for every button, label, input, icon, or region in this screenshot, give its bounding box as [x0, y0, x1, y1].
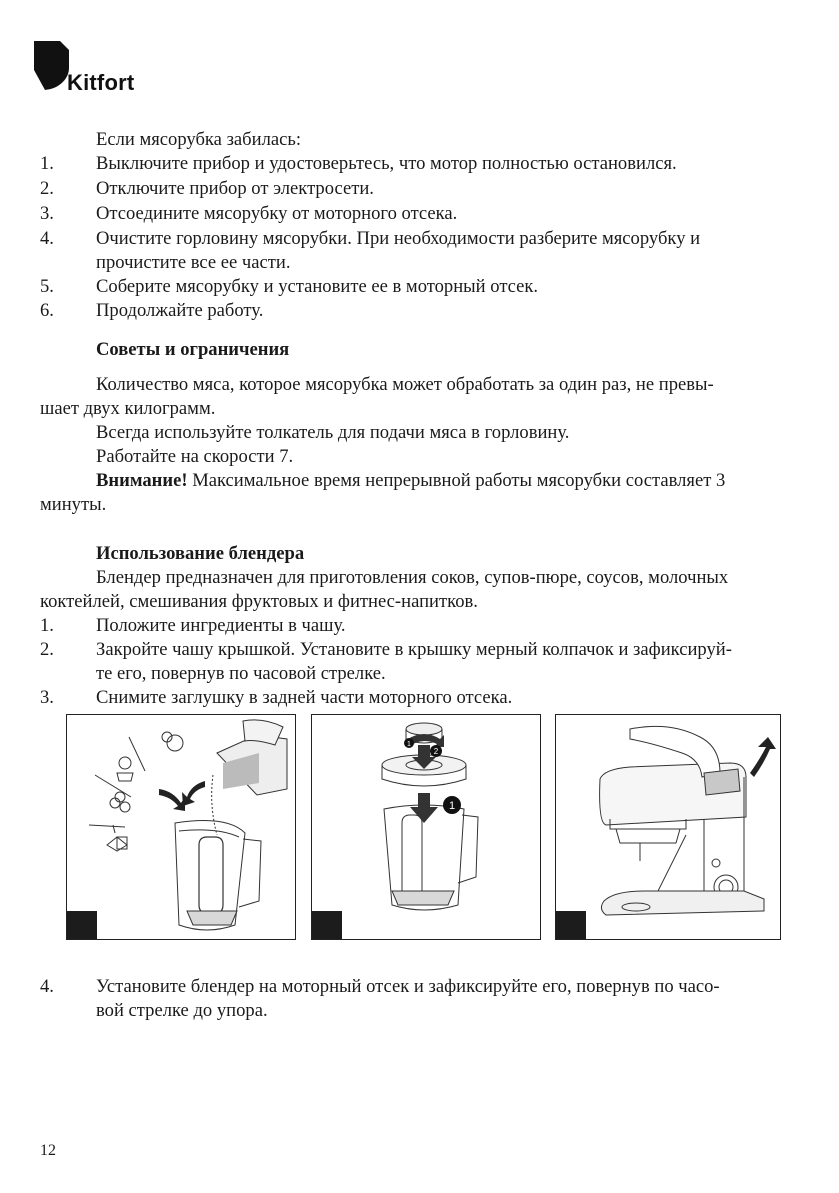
clog-intro: Если мясорубка забилась: [96, 129, 302, 150]
list-item: Очистите горловину мясорубки. При необходимости разберите мясорубку и [96, 228, 701, 249]
list-item: Отсоедините мясорубку от моторного отсека. [96, 203, 458, 224]
figure-marker-2: 2 [433, 747, 439, 756]
list-item: Установите блендер на моторный отсек и зафиксируйте его, повернув по часо- [96, 976, 720, 997]
paragraph: Количество мяса, которое мясорубка может обработать за один раз, не превы- [96, 374, 714, 395]
paragraph: Всегда используйте толкатель для подачи мяса в горловину. [96, 422, 570, 443]
ingredients-illustration-icon [67, 715, 296, 940]
list-item: Выключите прибор и удостоверьтесь, что мотор полностью остановился. [96, 153, 677, 174]
list-item: Соберите мясорубку и установите ее в моторный отсек. [96, 276, 539, 297]
step-number: 1. [40, 615, 54, 636]
list-item: Снимите заглушку в задней части моторного отсека. [96, 687, 513, 708]
step-number: 3. [40, 687, 54, 708]
list-item: Закройте чашу крышкой. Установите в крышку мерный колпачок и зафиксируй- [96, 639, 732, 660]
warning-paragraph [96, 469, 725, 493]
step-number: 4. [40, 976, 54, 997]
mixer-illustration-icon [556, 715, 781, 940]
paragraph: Работайте на скорости 7. [96, 446, 294, 467]
warning-label: Внимание! [96, 470, 188, 491]
list-item-continuation: те его, повернув по часовой стрелке. [96, 663, 386, 684]
step-number: 2. [40, 639, 54, 660]
figure-close-lid [311, 714, 541, 940]
figure-tab [67, 911, 97, 939]
warning-continuation: минуты. [40, 494, 107, 515]
list-item: Отключите прибор от электросети. [96, 178, 374, 199]
paragraph-continuation: шает двух килограмм. [40, 398, 216, 419]
figure-marker-1: 1 [407, 741, 411, 748]
step-number: 5. [40, 276, 54, 297]
list-item: Положите ингредиенты в чашу. [96, 615, 346, 636]
section-heading: Советы и ограничения [96, 339, 290, 360]
list-item: Продолжайте работу. [96, 300, 264, 321]
figure-tab [312, 911, 342, 939]
step-number: 6. [40, 300, 54, 321]
warning-text: Максимальное время непрерывной работы мясорубки составляет 3 [187, 470, 726, 491]
step-number: 3. [40, 203, 54, 224]
step-number: 2. [40, 178, 54, 199]
list-item-continuation: прочистите все ее части. [96, 252, 291, 273]
section-heading: Использование блендера [96, 543, 305, 564]
list-item-continuation: вой стрелке до упора. [96, 1000, 268, 1021]
paragraph-continuation: коктейлей, смешивания фруктовых и фитнес-напитков. [40, 591, 478, 612]
figure-remove-cap [555, 714, 781, 940]
step-number: 1. [40, 153, 54, 174]
step-number: 4. [40, 228, 54, 249]
figure-add-ingredients [66, 714, 296, 940]
brand-logo [33, 40, 153, 96]
page-number: 12 [40, 1142, 56, 1159]
figure-tab [556, 911, 586, 939]
paragraph: Блендер предназначен для приготовления соков, супов-пюре, соусов, молочных [96, 567, 729, 588]
lid-assembly-illustration-icon [312, 715, 541, 940]
figure-marker-3: 1 [448, 800, 456, 812]
brand-name: Kitfort [67, 70, 135, 95]
